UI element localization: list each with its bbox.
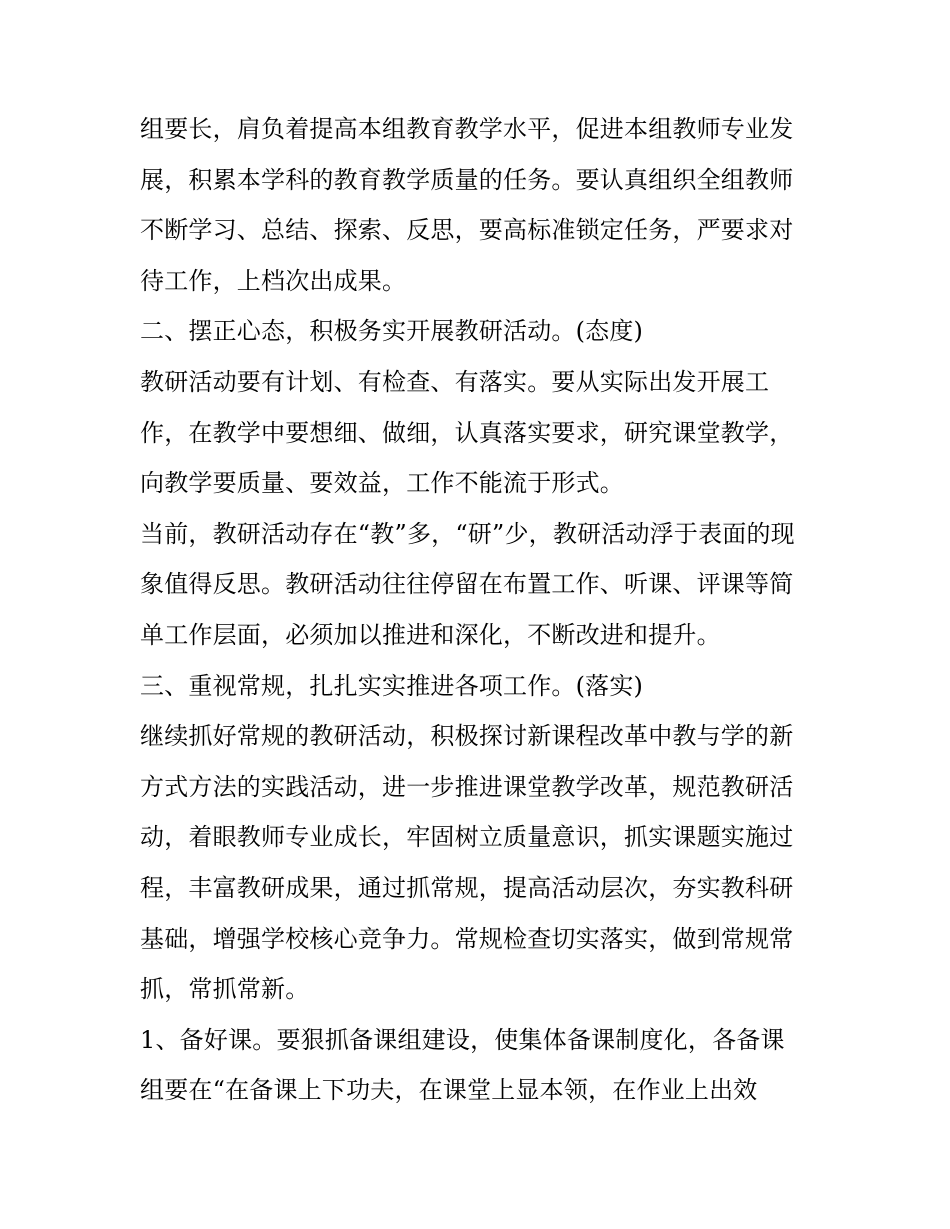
text-line: 程，丰富教研成果，通过抓常规，提高活动层次，夯实教科研 xyxy=(140,873,794,902)
text-line: 教研活动要有计划、有检查、有落实。要从实际出发开展工 xyxy=(140,367,770,396)
text-line: 展，积累本学科的教育教学质量的任务。要认真组织全组教师 xyxy=(140,165,794,194)
text-line: 不断学习、总结、探索、反思，要高标准锁定任务，严要求对 xyxy=(140,216,794,245)
section-heading: 三、重视常规，扎扎实实推进各项工作。(落实) xyxy=(140,671,644,700)
document-body xyxy=(140,104,820,1116)
text-line: 抓，常抓常新。 xyxy=(140,975,310,1004)
text-line: 向教学要质量、要效益，工作不能流于形式。 xyxy=(140,469,624,498)
text-line: 继续抓好常规的教研活动，积极探讨新课程改革中教与学的新 xyxy=(140,722,794,751)
text-line: 作，在教学中要想细、做细，认真落实要求，研究课堂教学， xyxy=(140,418,794,447)
text-line: 方式方法的实践活动，进一步推进课堂教学改革，规范教研活 xyxy=(140,772,794,801)
list-item: 1、备好课。要狠抓备课组建设，使集体备课制度化，各备课 xyxy=(140,1025,785,1054)
text-line: 组要长，肩负着提高本组教育教学水平，促进本组教师专业发 xyxy=(140,115,794,143)
text-line: 单工作层面，必须加以推进和深化，不断改进和提升。 xyxy=(140,620,721,649)
text-line: 象值得反思。教研活动往往停留在布置工作、听课、评课等简 xyxy=(140,570,794,599)
text-line: 当前，教研活动存在“教”多，“研”少，教研活动浮于表面的现 xyxy=(140,519,795,548)
section-heading: 二、摆正心态，积极务实开展教研活动。(态度) xyxy=(140,317,644,346)
text-line: 基础，增强学校核心竞争力。常规检查切实落实，做到常规常 xyxy=(140,924,794,953)
text-line: 组要在“在备课上下功夫，在课堂上显本领，在作业上出效 xyxy=(140,1076,758,1105)
text-line: 待工作，上档次出成果。 xyxy=(140,266,407,295)
text-line: 动，着眼教师专业成长，牢固树立质量意识，抓实课题实施过 xyxy=(140,823,794,852)
